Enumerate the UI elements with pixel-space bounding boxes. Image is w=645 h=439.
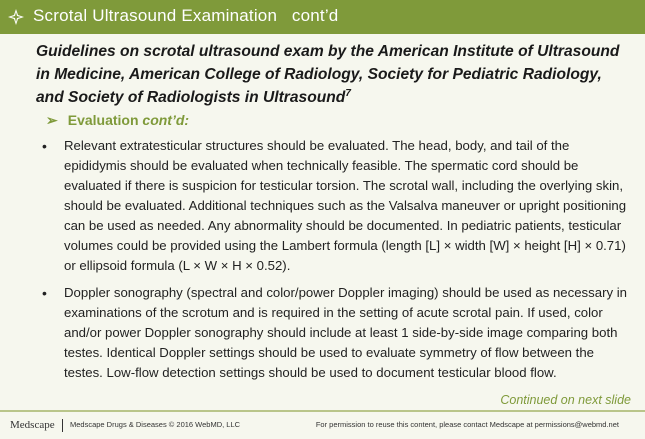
header-bar [0,0,645,34]
section-subhead [46,112,189,129]
arrow-bullet-icon: ➢ [46,112,58,128]
medscape-logo: Medscape [10,419,55,431]
list-item [40,283,632,383]
subhead-suffix: cont’d: [142,112,190,128]
slide-title: Scrotal Ultrasound Examination cont’d [33,6,339,25]
subhead-label: Evaluation [67,112,139,128]
bullet-text: Relevant extratesticular structures should be evaluated. The head, body, and tail of the epididymis should be evaluated when technically feasible. The spermatic cord should be evaluated if there is suspicion for testicular torsion. The scrotal wall, including the overlying skin, should be evaluated. Additional techniques such as the Valsalva maneuver or upright positioning can be used as needed. Any abnormality should be documented. In pediatric patients, testicular volumes could be provided using the Lambert formula (length [L] × width [W] × height [H] × 0.71) or ellipsoid formula (L × W × H × 0.52). [64,138,627,273]
footer-copyright: Medscape Drugs & Diseases © 2016 WebMD, LLC [70,420,241,429]
bullet-dot-icon: • [42,285,47,301]
footer-separator [62,419,63,432]
footer-permission: For permission to reuse this content, please contact Medscape at permissions@webmd.net [315,420,619,429]
guidelines-heading [36,40,626,109]
continued-on-next-slide: Continued on next slide [500,393,631,407]
list-item [40,136,632,276]
footer [0,412,645,439]
reference-superscript: 7 [345,88,351,99]
bullet-dot-icon: • [42,138,47,154]
bullet-text: Doppler sonography (spectral and color/power Doppler imaging) should be used as necessary in examinations of the scrotum and is required in the setting of acute scrotal pain. If used, color and/or power Doppler sonography should include at least 1 side-by-side image comparing both testes. Identical Doppler settings should be used to evaluate symmetry of flow between the testes. Low-flow detection settings should be used to document testicular blood flow. [64,285,627,380]
bullet-list [40,136,632,390]
guidelines-heading-text: Guidelines on scrotal ultrasound exam by the American Institute of Ultrasound in Medicine, American College of Radiology, Society for Pediatric Radiology, and Society of Radiologists in Ultrasound [36,43,620,106]
four-point-star-bullet-icon [8,9,24,25]
